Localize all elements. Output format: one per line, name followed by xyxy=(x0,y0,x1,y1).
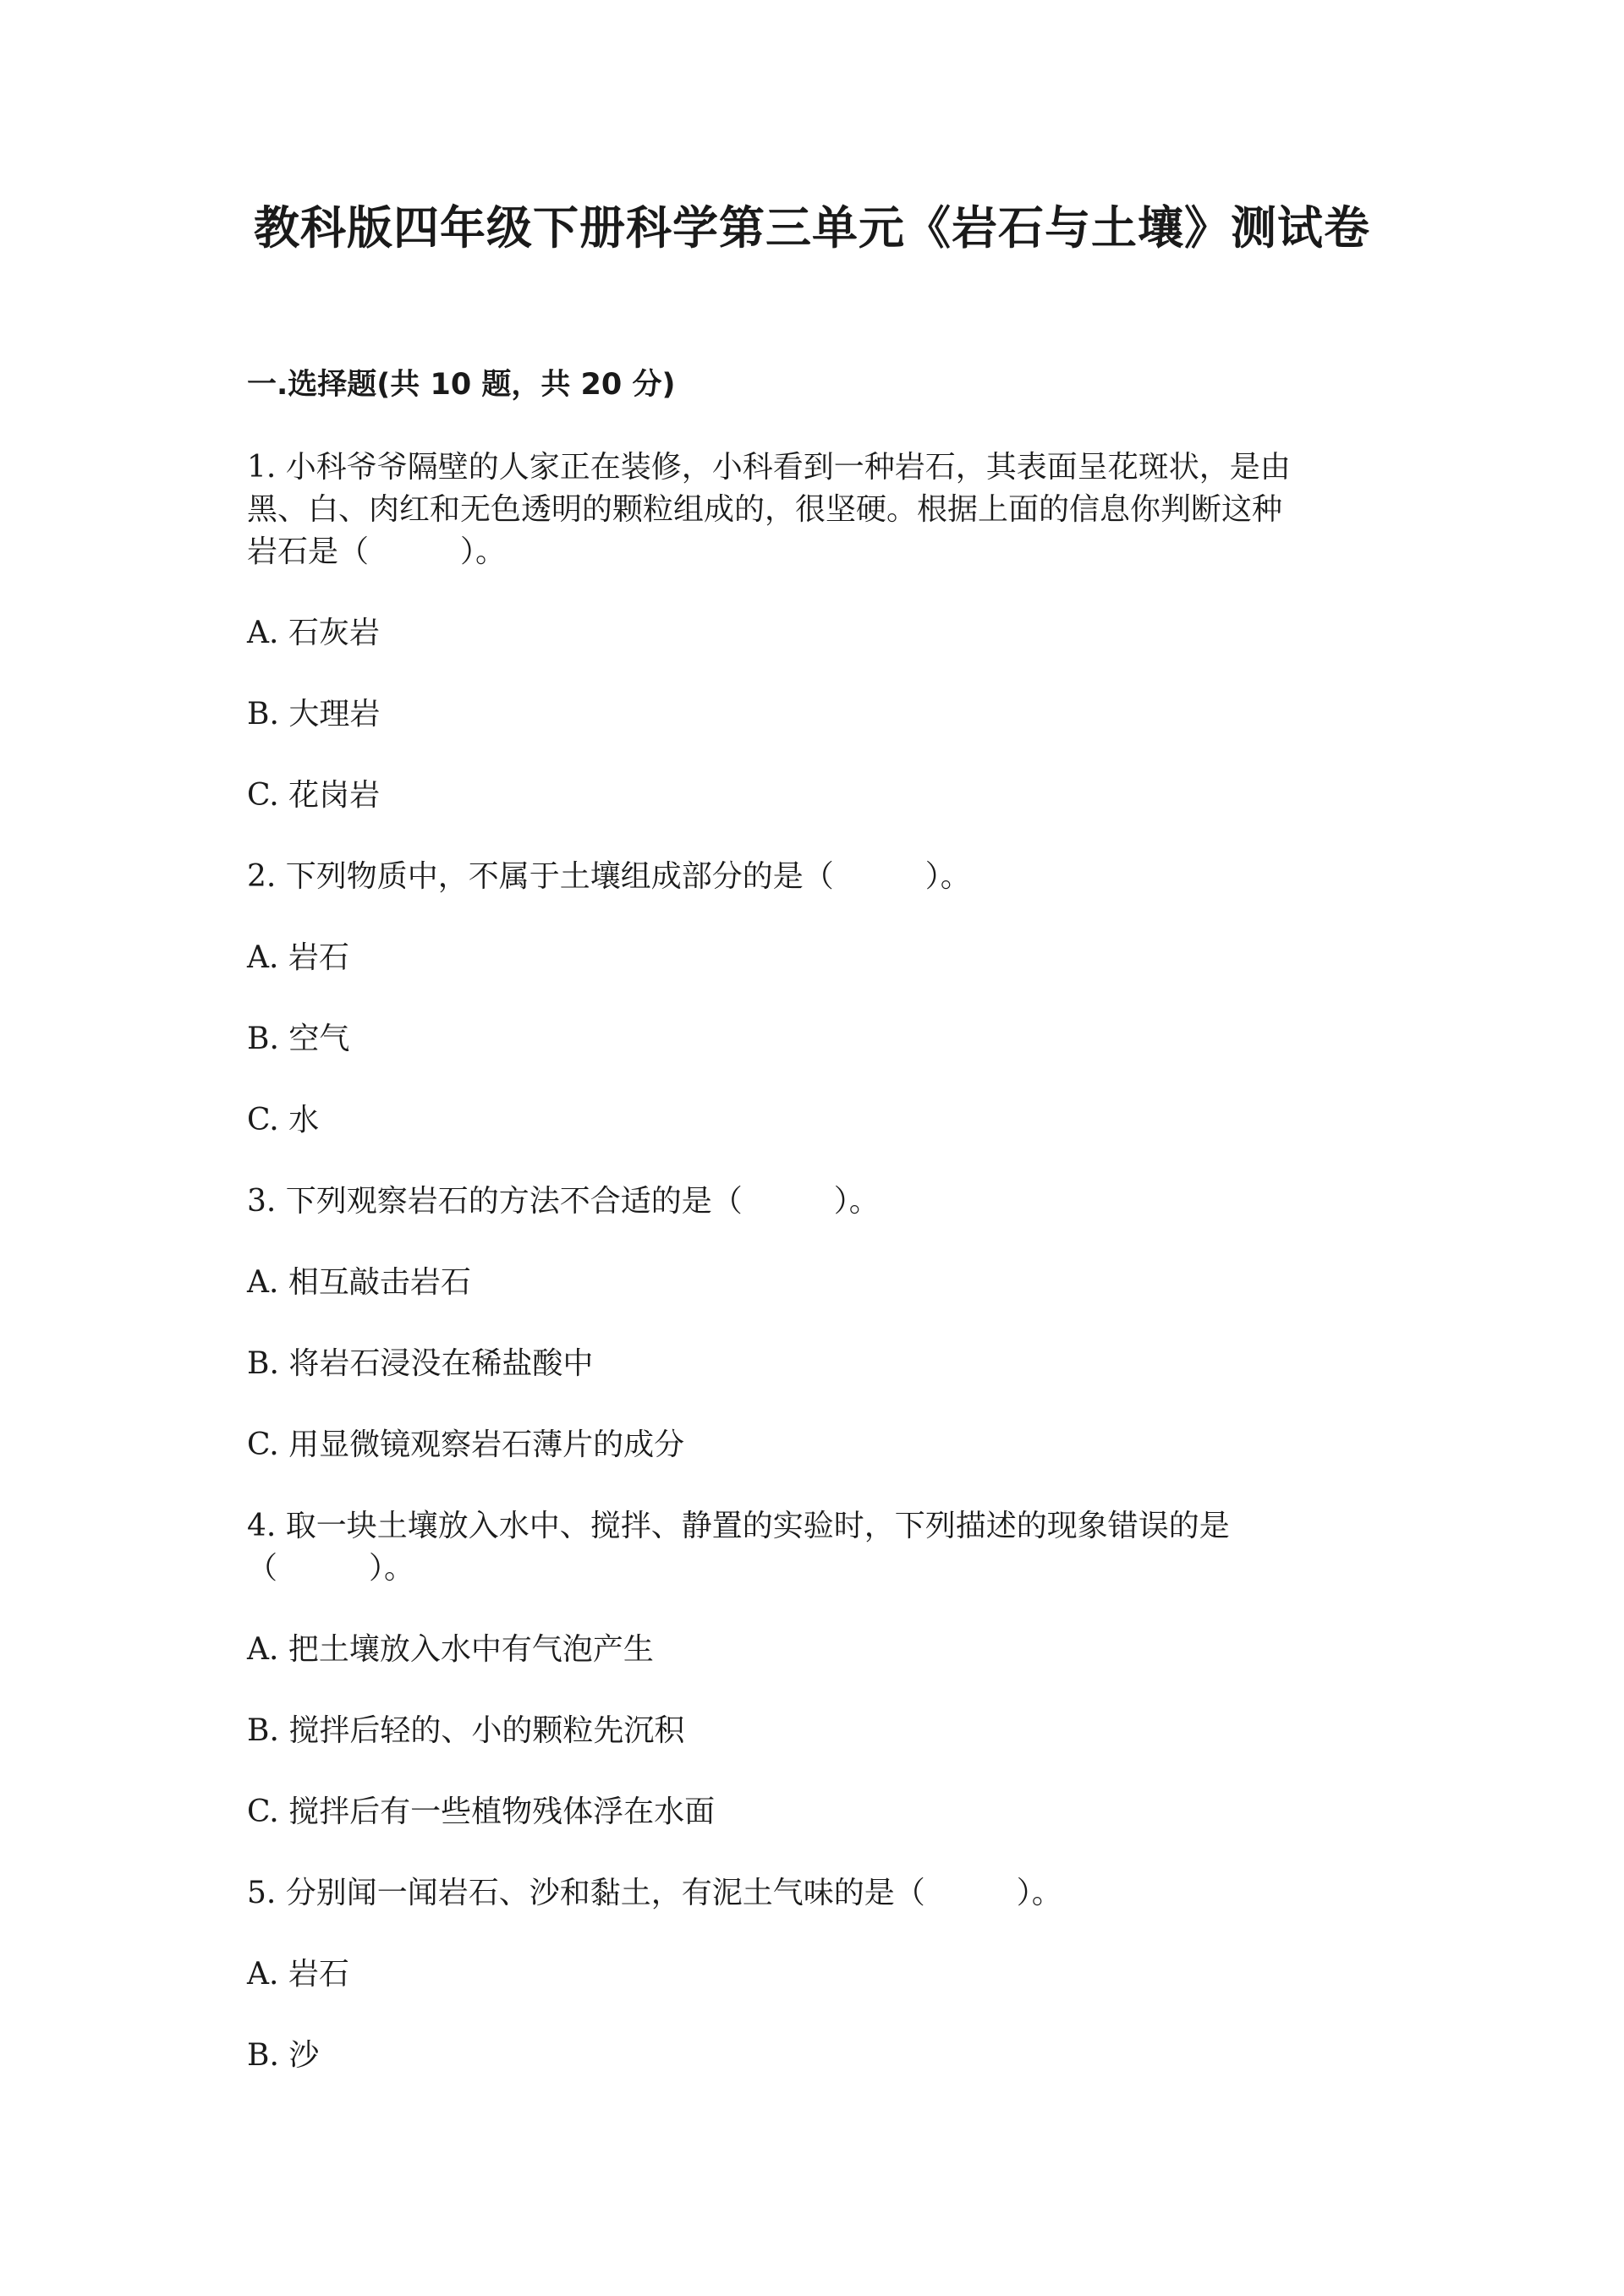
question-1-option-c: C. 花岗岩 xyxy=(247,778,381,813)
question-3-option-a: A. 相互敲击岩石 xyxy=(247,1265,471,1300)
question-2-option-c: C. 水 xyxy=(247,1103,320,1137)
title-text: 教科版四年级下册科学第三单元《岩石与土壤》测试卷 xyxy=(254,201,1370,255)
question-1-option-a: A. 石灰岩 xyxy=(247,616,380,650)
question-1-line-1: 1. 小科爷爷隔壁的人家正在装修，小科看到一种岩石，其表面呈花斑状，是由 xyxy=(247,450,1291,485)
question-3-option-b: B. 将岩石浸没在稀盐酸中 xyxy=(247,1346,594,1381)
question-5-option-b: B. 沙 xyxy=(247,2038,320,2073)
document-title xyxy=(247,196,1377,260)
question-4-option-b: B. 搅拌后轻的、小的颗粒先沉积 xyxy=(247,1713,685,1748)
question-2-option-b: B. 空气 xyxy=(247,1022,350,1056)
question-1-line-3: 岩石是（ ）。 xyxy=(247,534,507,569)
question-3-line-1: 3. 下列观察岩石的方法不合适的是（ ）。 xyxy=(247,1184,880,1219)
question-1-option-b: B. 大理岩 xyxy=(247,697,381,732)
question-1-line-2: 黑、白、肉红和无色透明的颗粒组成的，很坚硬。根据上面的信息你判断这种 xyxy=(247,492,1283,527)
question-2-line-1: 2. 下列物质中，不属于土壤组成部分的是（ ）。 xyxy=(247,859,971,894)
question-5-line-1: 5. 分别闻一闻岩石、沙和黏土，有泥土气味的是（ ）。 xyxy=(247,1876,1062,1910)
question-5-option-a: A. 岩石 xyxy=(247,1957,349,1992)
question-4-option-a: A. 把土壤放入水中有气泡产生 xyxy=(247,1632,654,1667)
question-3-option-c: C. 用显微镜观察岩石薄片的成分 xyxy=(247,1427,685,1462)
question-2-option-a: A. 岩石 xyxy=(247,940,349,975)
question-4-line-2: （ ）。 xyxy=(247,1551,415,1586)
question-4-option-c: C. 搅拌后有一些植物残体浮在水面 xyxy=(247,1795,716,1829)
section-heading: 一.选择题(共 10 题，共 20 分) xyxy=(247,368,676,402)
question-4-line-1: 4. 取一块土壤放入水中、搅拌、静置的实验时，下列描述的现象错误的是 xyxy=(247,1509,1230,1543)
